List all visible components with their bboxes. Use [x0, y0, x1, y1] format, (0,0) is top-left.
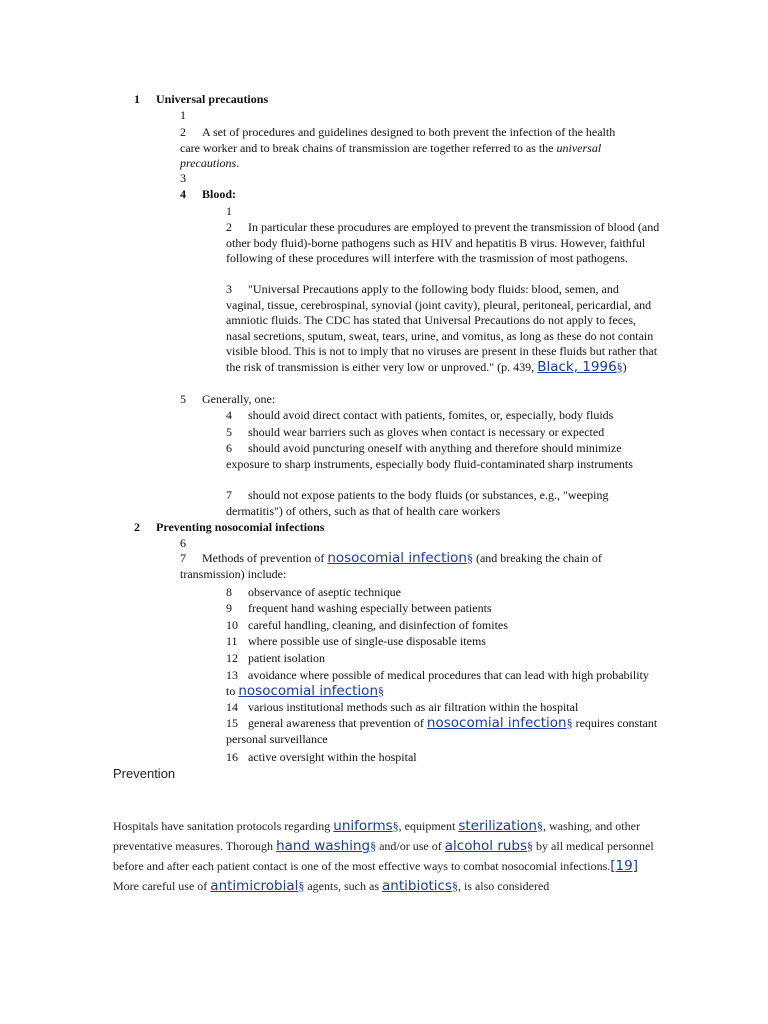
- list-item: 3: [180, 171, 186, 185]
- section-heading-nosocomial: 2 Preventing nosocomial infections: [134, 520, 325, 534]
- list-item: 7 should not expose patients to the body fluids (or substances, e.g., "weeping dermatitis") of others, such as that of health care workers: [226, 488, 609, 518]
- section-heading-universal-precautions: 1 Universal precautions: [134, 92, 269, 106]
- list-item: 1: [226, 204, 232, 218]
- section-icon[interactable]: §: [536, 819, 543, 833]
- list-item: 11 where possible use of single-use disposable items: [226, 634, 486, 648]
- list-item: 12 patient isolation: [226, 651, 325, 665]
- section-icon[interactable]: §: [378, 683, 384, 698]
- link-alcohol-rubs[interactable]: alcohol rubs: [444, 838, 528, 854]
- heading-prevention: Prevention: [113, 766, 176, 781]
- list-item-methods-intro: 7 Methods of prevention of nosocomial infection§ (and breaking the chain of transmission) include:: [180, 550, 602, 581]
- link-nosocomial-infection[interactable]: nosocomial infection: [327, 550, 467, 566]
- list-item: 5 should wear barriers such as gloves when contact is necessary or expected: [226, 425, 605, 439]
- prevention-paragraph: Hospitals have sanitation protocols regarding uniforms§, equipment sterilization§, washing, and other preventative measures. Thorough hand washing§ and/or use of alcohol rubs§ by all medical personnel before and after each patient contact is one of the most effective ways to combat nosocomial infections.[19] More careful use of antimicrobial§ agents, such as antibiotics§, is also considered: [113, 818, 654, 894]
- link-nosocomial-infection[interactable]: nosocomial infection: [238, 682, 378, 699]
- section-icon[interactable]: §: [466, 551, 473, 565]
- list-item-generally: 5 Generally, one:: [180, 392, 276, 406]
- subheading-blood: 4 Blood:: [180, 187, 237, 201]
- link-antibiotics[interactable]: antibiotics: [382, 878, 452, 894]
- citation-link-black-1996[interactable]: Black, 1996: [537, 358, 617, 375]
- section-icon[interactable]: §: [527, 839, 534, 853]
- list-item: 10 careful handling, cleaning, and disinfection of fomites: [226, 618, 508, 632]
- link-sterilization[interactable]: sterilization: [458, 818, 537, 834]
- list-item: 4 should avoid direct contact with patients, fomites, or, especially, body fluids: [226, 408, 614, 422]
- link-uniforms[interactable]: uniforms: [333, 818, 393, 834]
- section-icon[interactable]: §: [298, 879, 305, 893]
- link-hand-washing[interactable]: hand washing: [276, 838, 371, 854]
- section-icon[interactable]: §: [451, 879, 458, 893]
- reference-link-19[interactable]: [19]: [610, 858, 638, 874]
- link-antimicrobial[interactable]: antimicrobial: [210, 878, 299, 894]
- list-item-blood-transmission: 2 In particular these procudures are employed to prevent the transmission of blood (and other body fluid)-borne pathogens such as HIV and hepatitis B virus. However, faithful following of these procedures will interfere with the trasmission of most pathogens.: [226, 220, 660, 265]
- section-icon[interactable]: §: [370, 839, 377, 853]
- list-item: 8 observance of aseptic technique: [226, 585, 401, 599]
- link-nosocomial-infection[interactable]: nosocomial infection: [426, 715, 567, 731]
- list-item: 16 active oversight within the hospital: [226, 750, 417, 764]
- list-item: 6: [180, 536, 186, 550]
- list-item: 9 frequent hand washing especially between patients: [226, 601, 492, 615]
- list-item: 6 should avoid puncturing oneself with anything and therefore should minimize exposure to sharp instruments, especially body fluid-contaminated sharp instruments: [226, 441, 633, 471]
- section-icon[interactable]: §: [566, 716, 573, 730]
- list-item-universal-precautions-quote: 3 "Universal Precautions apply to the following body fluids: blood, semen, and vaginal, tissue, cerebrospinal, synovial (joint cavity), pleural, peritoneal, pericardial, and amniotic fluids. The CDC has stated that Universal Precautions do not apply to feces, nasal secretions, sputum, sweat, tears, urine, and vomitus, as long as these do not contain visible blood. This is not to imply that no viruses are present in these fluids but rather that the risk of transmission is either very low or unproved." (p. 439, Black, 1996§): [226, 282, 658, 375]
- list-item: 1: [180, 108, 186, 122]
- section-icon[interactable]: §: [616, 359, 623, 374]
- section-icon[interactable]: §: [392, 819, 399, 833]
- list-item: 13 avoidance where possible of medical procedures that can lead with high probability to nosocomial infection§: [226, 668, 649, 699]
- list-item: 14 various institutional methods such as air filtration within the hospital: [226, 700, 579, 714]
- list-item: 15 general awareness that prevention of nosocomial infection§ requires constant personal surveillance: [226, 715, 658, 746]
- list-item-definition: 2 A set of procedures and guidelines designed to both prevent the infection of the health care worker and to break chains of transmission are together referred to as the universal precautions.: [180, 125, 616, 170]
